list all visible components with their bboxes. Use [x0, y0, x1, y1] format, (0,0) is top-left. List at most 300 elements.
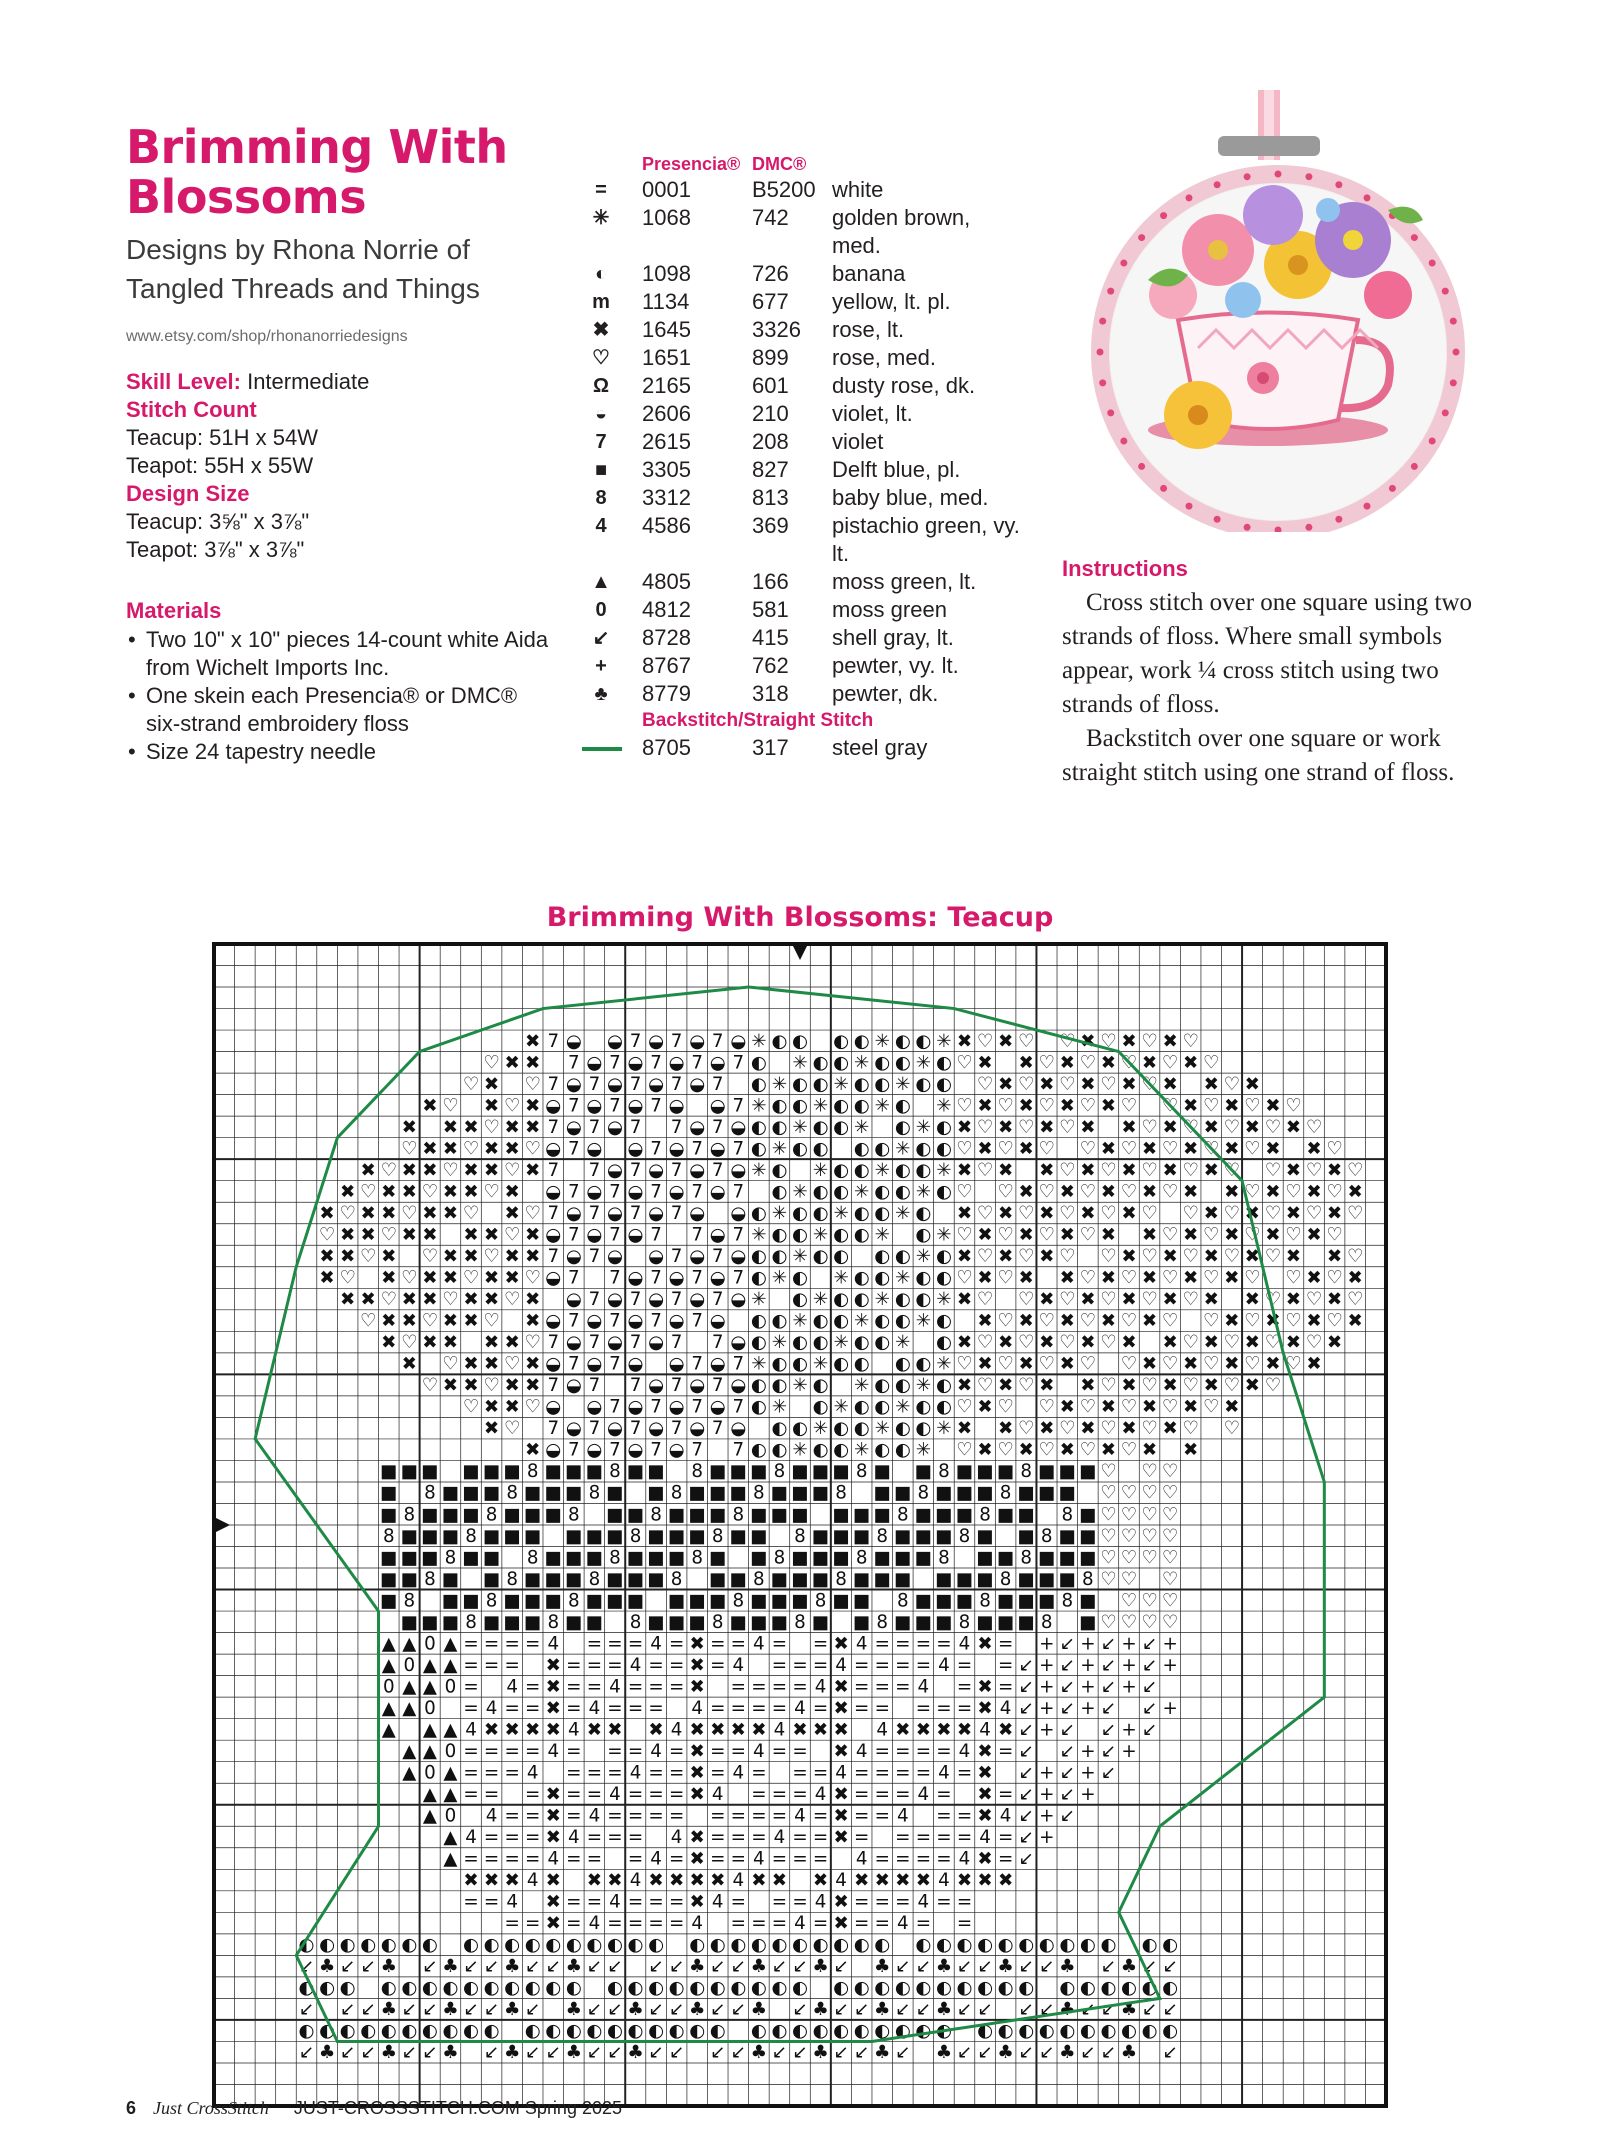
stitch-symbol: = — [874, 1913, 890, 1935]
stitch-symbol: 0 — [403, 1654, 416, 1676]
stitch-symbol: ✳ — [833, 1267, 849, 1289]
stitch-symbol: ♡ — [1079, 1138, 1097, 1160]
designer-url[interactable]: www.etsy.com/shop/rhonanorriedesigns — [126, 328, 408, 345]
stitch-symbol: ◐ — [380, 2020, 397, 2042]
stitch-symbol: ♡ — [1161, 1568, 1179, 1590]
stitch-symbol: ✖ — [463, 1289, 479, 1311]
stitch-symbol: = — [668, 1676, 685, 1698]
stitch-symbol: ♣ — [627, 1999, 644, 2021]
materials-item: • One skein each Presencia® or DMC® six-strand embroidery floss — [126, 682, 556, 738]
stitch-symbol: = — [607, 1697, 623, 1719]
stitch-symbol: ✖ — [504, 1719, 520, 1741]
stitch-symbol: 7 — [711, 1418, 724, 1440]
stitch-symbol: ↙ — [792, 1999, 808, 2021]
stitch-symbol: ■ — [894, 1525, 912, 1547]
stitch-symbol: = — [648, 1654, 664, 1676]
stitch-symbol: ✖ — [1244, 1332, 1261, 1354]
stitch-symbol: + — [1039, 1784, 1055, 1806]
stitch-symbol: 8 — [485, 1590, 498, 1612]
floss-color-name: Delft blue, pl. — [832, 457, 961, 482]
stitch-symbol: ↙ — [1018, 1848, 1034, 1870]
stitch-symbol: = — [525, 1805, 541, 1827]
stitch-symbol: ♡ — [1182, 1246, 1199, 1268]
color-key-row — [580, 372, 1020, 400]
stitch-symbol: ◐ — [812, 2020, 829, 2042]
stitch-symbol: ✖ — [525, 1052, 541, 1074]
stitch-symbol: ✳ — [936, 1289, 952, 1311]
stitch-symbol: ■ — [482, 1525, 501, 1547]
stitch-symbol: ✖ — [1059, 1439, 1075, 1461]
stitch-symbol: ↙ — [1100, 1697, 1117, 1719]
stitch-symbol: ▲ — [443, 1654, 458, 1676]
stitch-symbol: ✳ — [771, 1073, 788, 1095]
floss-color-name: golden brown, med. — [832, 205, 971, 258]
stitch-symbol: = — [874, 1697, 890, 1719]
stitch-symbol: ↙ — [1039, 2042, 1055, 2064]
stitch-symbol: ✖ — [1285, 1246, 1302, 1268]
stitch-symbol: ◐ — [771, 1439, 788, 1461]
stitch-symbol: ↙ — [586, 1999, 603, 2021]
stitch-symbol: = — [566, 1784, 582, 1806]
stitch-symbol: ♡ — [1161, 1611, 1179, 1633]
stitch-symbol: ♣ — [997, 2042, 1014, 2064]
stitch-symbol: ◐ — [853, 2020, 870, 2042]
stitch-symbol: ✳ — [936, 1224, 952, 1246]
stitch-symbol: ✖ — [1141, 1353, 1158, 1375]
dmc-number: 677 — [752, 289, 789, 314]
stitch-symbol: ✖ — [442, 1375, 459, 1397]
stitch-symbol: 4 — [711, 1784, 724, 1806]
stitch-symbol: = — [874, 1676, 890, 1698]
stitch-symbol: + — [1080, 1633, 1096, 1655]
stitch-symbol: = — [504, 1848, 520, 1870]
floss-symbol-icon: + — [595, 655, 607, 677]
stitch-symbol: ✖ — [1244, 1116, 1261, 1138]
color-key-row — [580, 624, 1020, 652]
stitch-symbol: ▲ — [422, 1654, 437, 1676]
stitch-symbol: ✖ — [545, 1697, 561, 1719]
stitch-symbol: = — [668, 1740, 685, 1762]
stitch-symbol: = — [874, 1784, 890, 1806]
stitch-symbol: ◐ — [894, 2020, 911, 2042]
stitch-symbol: 4 — [917, 1784, 930, 1806]
stitch-symbol: 7 — [588, 1246, 601, 1268]
stitch-symbol: ✖ — [977, 1870, 993, 1892]
stitch-symbol: 4 — [506, 1676, 518, 1698]
stitch-symbol: ♣ — [812, 2042, 829, 2064]
stitch-symbol: = — [627, 1891, 644, 1913]
stitch-symbol: ✳ — [915, 1246, 932, 1268]
stitch-symbol: ✖ — [1141, 1181, 1158, 1203]
stitch-symbol: + — [1080, 1676, 1096, 1698]
stitch-symbol: ◐ — [1121, 1977, 1137, 1999]
stitch-symbol: ✖ — [1183, 1138, 1199, 1160]
stitch-symbol: ■ — [667, 1611, 686, 1633]
stitch-symbol: + — [1080, 1762, 1096, 1784]
stitch-symbol: 4 — [568, 1827, 580, 1849]
stitch-symbol: 7 — [670, 1073, 683, 1095]
stitch-symbol: 7 — [609, 1439, 621, 1461]
color-key-row — [580, 260, 1020, 288]
design-size-teapot: Teapot: 3⅞" x 3⅞" — [126, 537, 305, 562]
stitch-symbol: ◐ — [360, 1934, 377, 1956]
stitch-symbol: ♣ — [1059, 1956, 1076, 1978]
stitch-symbol: ◐ — [853, 1396, 870, 1418]
stitch-symbol: ■ — [873, 1568, 891, 1590]
stitch-symbol: 4 — [732, 1870, 745, 1892]
stitch-symbol: ✳ — [895, 1073, 911, 1095]
stitch-symbol: ◐ — [1141, 2020, 1158, 2042]
stitch-symbol: ♡ — [1305, 1203, 1323, 1225]
stitch-symbol: ◐ — [463, 1934, 479, 1956]
stitch-symbol: ■ — [832, 1547, 850, 1569]
stitch-symbol: ♡ — [976, 1289, 994, 1311]
stitch-symbol: ■ — [544, 1504, 562, 1526]
stitch-symbol: ♡ — [462, 1396, 480, 1418]
stitch-symbol: ■ — [400, 1611, 418, 1633]
stitch-symbol: 4 — [609, 1676, 621, 1698]
stitch-symbol: ✖ — [812, 1719, 829, 1741]
stitch-symbol: ↙ — [1080, 2042, 1096, 2064]
center-marker-top-icon — [792, 944, 808, 960]
stitch-symbol: 7 — [670, 1203, 683, 1225]
stitch-symbol: ■ — [626, 1504, 645, 1526]
stitch-symbol: + — [1039, 1827, 1055, 1849]
stitch-symbol: = — [751, 1762, 767, 1784]
stitch-symbol: ♡ — [1203, 1138, 1220, 1160]
stitch-symbol: ♡ — [1100, 1547, 1117, 1569]
stitch-symbol: ♡ — [1100, 1246, 1117, 1268]
page-footer — [126, 2098, 622, 2119]
stitch-symbol: ♡ — [1161, 1461, 1179, 1483]
stitch-symbol: ◐ — [977, 1934, 994, 1956]
stitch-symbol: ✖ — [956, 1203, 973, 1225]
stitch-symbol: 7 — [650, 1224, 662, 1246]
stitch-symbol: ✖ — [607, 1719, 623, 1741]
stitch-symbol: 4 — [650, 1740, 662, 1762]
stitch-symbol: ♡ — [1326, 1224, 1343, 1246]
stitch-symbol: ♡ — [1182, 1203, 1199, 1225]
stitch-symbol: ◐ — [1079, 1934, 1096, 1956]
stitch-symbol: ♡ — [401, 1203, 418, 1225]
stitch-symbol: ✖ — [956, 1246, 973, 1268]
stitch-symbol: 8 — [691, 1461, 704, 1483]
stitch-symbol: ↙ — [1018, 1654, 1034, 1676]
stitch-symbol: ♡ — [1120, 1052, 1138, 1074]
stitch-symbol: ✖ — [648, 1870, 664, 1892]
stitch-symbol: ↙ — [833, 1956, 849, 1978]
stitch-symbol: ✖ — [997, 1719, 1014, 1741]
stitch-symbol: ♣ — [380, 2042, 397, 2064]
stitch-symbol: + — [1039, 1762, 1055, 1784]
designer-byline: Designs by Rhona Norrie of Tangled Threads and Things — [126, 234, 480, 304]
stitch-symbol: ✖ — [689, 1762, 705, 1784]
stitch-symbol: = — [668, 1784, 685, 1806]
stitch-symbol: ↙ — [1080, 1999, 1096, 2021]
stitch-symbol: = — [895, 1784, 911, 1806]
stitch-symbol: = — [627, 1784, 644, 1806]
stitch-symbol: = — [566, 1913, 582, 1935]
stitch-symbol: ◒ — [545, 1439, 562, 1461]
stitch-symbol: ✖ — [545, 1870, 561, 1892]
stitch-symbol: ♡ — [401, 1332, 418, 1354]
stitch-symbol: 7 — [568, 1353, 580, 1375]
stitch-symbol: = — [463, 1762, 479, 1784]
stitch-symbol: ♡ — [1100, 1203, 1117, 1225]
color-key-row — [580, 204, 1020, 260]
stitch-symbol: ◐ — [1121, 2020, 1137, 2042]
stitch-symbol: 7 — [711, 1116, 724, 1138]
stitch-symbol: ◐ — [792, 1353, 808, 1375]
stitch-symbol: = — [566, 1762, 582, 1784]
stitch-symbol: 8 — [485, 1504, 498, 1526]
stitch-symbol: ↙ — [401, 1999, 417, 2021]
stitch-symbol: ✖ — [1162, 1159, 1178, 1181]
stitch-symbol: ♡ — [483, 1310, 500, 1332]
stitch-symbol: ▲ — [443, 1784, 458, 1806]
stitch-symbol: ◐ — [915, 1030, 932, 1052]
stitch-symbol: 7 — [732, 1396, 745, 1418]
stitch-symbol: ↙ — [483, 1956, 500, 1978]
stitch-symbol: ♡ — [1203, 1353, 1220, 1375]
stitch-symbol: ↙ — [463, 1956, 479, 1978]
stitch-symbol: ◒ — [730, 1159, 747, 1181]
stitch-symbol: 7 — [588, 1159, 601, 1181]
stitch-symbol: ◐ — [627, 1977, 644, 1999]
stitch-symbol: ◐ — [874, 1138, 891, 1160]
stitch-symbol: ♣ — [935, 1999, 953, 2021]
stitch-symbol: ◒ — [689, 1289, 706, 1311]
stitch-symbol: ♡ — [956, 1181, 973, 1203]
stitch-symbol: ■ — [976, 1568, 994, 1590]
stitch-symbol: ✖ — [689, 1827, 705, 1849]
stitch-symbol: = — [792, 1891, 808, 1913]
stitch-symbol: ♡ — [1059, 1203, 1076, 1225]
stitch-symbol: = — [792, 1848, 808, 1870]
stitch-symbol: 4 — [855, 1740, 868, 1762]
stitch-symbol: ◐ — [750, 1375, 767, 1397]
stitch-symbol: ✖ — [463, 1353, 479, 1375]
stitch-symbol: ✳ — [751, 1289, 767, 1311]
stitch-symbol: ✳ — [936, 1159, 952, 1181]
stitch-symbol: 0 — [444, 1740, 457, 1762]
stitch-symbol: ✖ — [442, 1310, 459, 1332]
stitch-symbol: ■ — [770, 1590, 789, 1612]
stitch-symbol: 7 — [547, 1159, 560, 1181]
stitch-symbol: ■ — [791, 1568, 809, 1590]
stitch-symbol: ■ — [441, 1504, 460, 1526]
stitch-symbol: 4 — [835, 1762, 847, 1784]
stitch-symbol: 7 — [568, 1267, 580, 1289]
stitch-symbol: ✖ — [997, 1073, 1014, 1095]
stitch-symbol: ▲ — [443, 1827, 458, 1849]
stitch-symbol: ◐ — [874, 1332, 891, 1354]
stitch-symbol: ♡ — [1100, 1289, 1117, 1311]
stitch-symbol: 7 — [588, 1073, 601, 1095]
stitch-symbol: 4 — [814, 1891, 827, 1913]
stitch-symbol: ♣ — [380, 1956, 397, 1978]
stitch-symbol: ◒ — [606, 1246, 623, 1268]
stitch-symbol: ♡ — [442, 1289, 459, 1311]
stitch-symbol: ◒ — [730, 1030, 747, 1052]
presencia-column-header: Presencia® — [642, 154, 741, 174]
stitch-symbol: ✖ — [689, 1870, 705, 1892]
issue: Spring 2025 — [524, 2098, 622, 2118]
stitch-symbol: ◒ — [565, 1332, 582, 1354]
stitch-symbol: ✖ — [956, 1870, 973, 1892]
stitch-symbol: ◒ — [606, 1289, 623, 1311]
stitch-symbol: ✖ — [463, 1310, 479, 1332]
stitch-symbol: ◒ — [709, 1224, 726, 1246]
stitch-symbol: ✖ — [545, 1676, 561, 1698]
stitch-symbol: ♡ — [442, 1095, 459, 1117]
stitch-symbol: ✳ — [936, 1353, 952, 1375]
stitch-symbol: ↙ — [956, 2042, 973, 2064]
stitch-symbol: ◐ — [792, 1030, 808, 1052]
stitch-symbol: ◐ — [894, 1095, 911, 1117]
stitch-symbol: ◐ — [915, 1418, 932, 1440]
stitch-symbol: ↙ — [1100, 1719, 1117, 1741]
stitch-symbol: 7 — [732, 1095, 745, 1117]
stitch-symbol: ✖ — [463, 1181, 479, 1203]
stitch-symbol: 7 — [691, 1439, 704, 1461]
stitch-symbol: ♣ — [503, 2042, 521, 2064]
stitch-symbol: ◐ — [792, 1977, 808, 1999]
stitch-symbol: ✖ — [1326, 1332, 1343, 1354]
stitch-symbol: ↙ — [607, 1956, 623, 1978]
stitch-symbol: ■ — [853, 1504, 871, 1526]
stitch-symbol: ◐ — [935, 1332, 952, 1354]
stitch-symbol: ◐ — [853, 1353, 870, 1375]
stitch-symbol: ♡ — [1264, 1159, 1282, 1181]
stitch-symbol: ✖ — [422, 1138, 438, 1160]
stitch-symbol: ♡ — [1264, 1332, 1282, 1354]
stitch-symbol: ✖ — [1121, 1203, 1137, 1225]
stitch-symbol: = — [751, 1827, 767, 1849]
stitch-symbol: ■ — [585, 1590, 604, 1612]
stitch-symbol: = — [463, 1697, 479, 1719]
stitch-symbol: ◐ — [421, 2020, 438, 2042]
stitch-symbol: ✖ — [1080, 1030, 1096, 1052]
stitch-symbol: 8 — [650, 1504, 662, 1526]
presencia-number: 1068 — [642, 205, 691, 230]
stitch-symbol: = — [463, 1891, 479, 1913]
stitch-symbol: ■ — [380, 1547, 398, 1569]
stitch-symbol: ◐ — [1141, 1934, 1158, 1956]
color-key-row — [580, 456, 1020, 484]
stitch-symbol: ↙ — [1018, 1805, 1034, 1827]
stitch-symbol: ♡ — [1059, 1418, 1076, 1440]
stitch-symbol: = — [566, 1891, 582, 1913]
stitch-symbol: ✖ — [607, 1870, 623, 1892]
stitch-symbol: ✖ — [1306, 1353, 1322, 1375]
stitch-symbol: ◐ — [380, 1934, 397, 1956]
stitch-symbol: ↙ — [1018, 1827, 1034, 1849]
stitch-symbol: ✖ — [1080, 1159, 1096, 1181]
stitch-symbol: 7 — [650, 1181, 662, 1203]
stitch-symbol: ✖ — [1203, 1375, 1219, 1397]
stitch-symbol: ✖ — [1100, 1396, 1117, 1418]
stitch-symbol: ◒ — [606, 1203, 623, 1225]
stitch-symbol: + — [1162, 1654, 1178, 1676]
stitch-symbol: = — [504, 1805, 520, 1827]
stitch-symbol: ◐ — [668, 2020, 685, 2042]
stitch-symbol: ◒ — [668, 1353, 685, 1375]
stitch-symbol: ◒ — [627, 1181, 644, 1203]
stitch-symbol: ■ — [524, 1611, 542, 1633]
stitch-symbol: 7 — [568, 1138, 580, 1160]
stitch-symbol: 8 — [794, 1525, 806, 1547]
stitch-symbol: 4 — [711, 1891, 724, 1913]
stitch-symbol: ♡ — [956, 1052, 973, 1074]
stitch-symbol: ◒ — [545, 1353, 562, 1375]
stitch-symbol: ♡ — [1100, 1030, 1117, 1052]
stitch-symbol: ↙ — [648, 1956, 664, 1978]
stitch-symbol: ◐ — [853, 1030, 870, 1052]
stitch-symbol: ■ — [441, 1525, 460, 1547]
stitch-symbol: ✖ — [1203, 1159, 1219, 1181]
stitch-symbol: ♡ — [1305, 1332, 1323, 1354]
stitch-symbol: ♣ — [1120, 2042, 1138, 2064]
stitch-symbol: ♡ — [1017, 1375, 1035, 1397]
stitch-symbol: ◐ — [853, 1203, 870, 1225]
stitch-symbol: ■ — [667, 1547, 686, 1569]
stitch-symbol: ◐ — [750, 1977, 767, 1999]
stitch-symbol: ♡ — [462, 1203, 480, 1225]
stitch-symbol: ♡ — [1017, 1203, 1035, 1225]
stitch-symbol: ◐ — [935, 1977, 952, 1999]
stitch-symbol: ↙ — [360, 2042, 376, 2064]
stitch-symbol: ♡ — [524, 1203, 541, 1225]
stitch-symbol: ↙ — [1018, 1999, 1034, 2021]
stitch-symbol: + — [1121, 1633, 1137, 1655]
stitch-symbol: 4 — [794, 1697, 806, 1719]
dmc-number: 742 — [752, 205, 789, 230]
stitch-symbol: ✖ — [545, 1805, 561, 1827]
stitch-symbol: ◒ — [648, 1332, 665, 1354]
stitch-symbol: ■ — [544, 1568, 562, 1590]
stitch-symbol: = — [936, 1805, 952, 1827]
stitch-symbol: ✖ — [422, 1203, 438, 1225]
stitch-symbol: ✳ — [936, 1030, 952, 1052]
stitch-symbol: 7 — [650, 1138, 662, 1160]
stitch-symbol: ◐ — [915, 1396, 932, 1418]
stitch-symbol: ♣ — [442, 1999, 459, 2021]
stitch-symbol: ✖ — [381, 1310, 397, 1332]
backstitch-presencia: 8705 — [642, 735, 691, 760]
stitch-symbol: ♡ — [1141, 1504, 1158, 1526]
stitch-symbol: 7 — [691, 1310, 704, 1332]
stitch-symbol: = — [956, 1913, 973, 1935]
floss-color-name: dusty rose, dk. — [832, 373, 976, 398]
stitch-symbol: ✖ — [442, 1267, 459, 1289]
stitch-symbol: ◐ — [648, 2020, 665, 2042]
dmc-number: 813 — [752, 485, 789, 510]
stitch-symbol: = — [504, 1697, 520, 1719]
stitch-symbol: ✖ — [956, 1030, 973, 1052]
stitch-symbol: ♡ — [503, 1159, 521, 1181]
stitch-symbol: ♡ — [1038, 1095, 1055, 1117]
stitch-symbol: ↙ — [1059, 1762, 1075, 1784]
stitch-symbol: ✖ — [1162, 1030, 1178, 1052]
stitch-symbol: ♡ — [524, 1073, 541, 1095]
stitch-symbol: ↙ — [607, 1999, 623, 2021]
stitch-symbol: ♡ — [997, 1396, 1014, 1418]
stitch-symbol: ◐ — [812, 1116, 829, 1138]
stitch-symbol: 7 — [670, 1289, 683, 1311]
stitch-symbol: ◐ — [606, 2020, 623, 2042]
stitch-symbol: = — [586, 1784, 603, 1806]
